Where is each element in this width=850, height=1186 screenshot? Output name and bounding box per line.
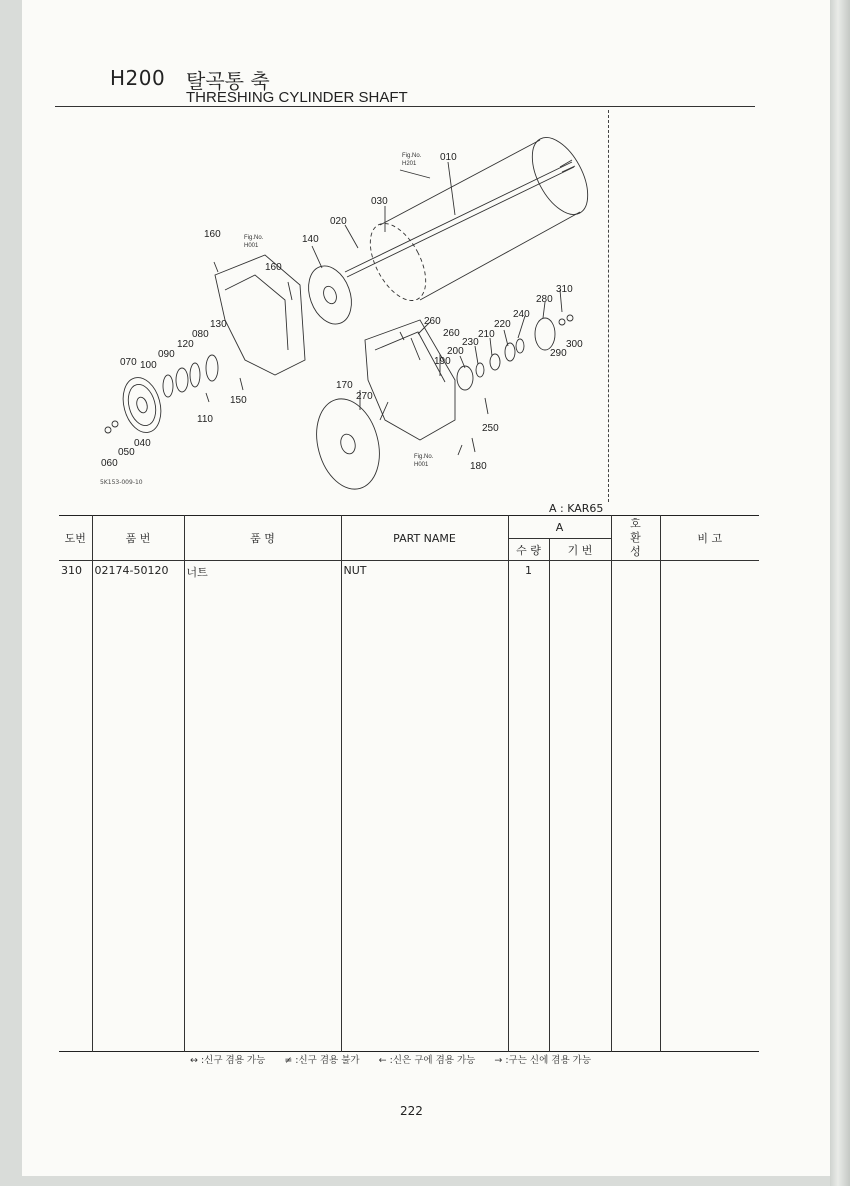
callout-010: 010	[440, 152, 457, 163]
callout-260: 260	[424, 316, 441, 327]
cell-qty: 1	[508, 561, 549, 1052]
cell-interchange	[611, 561, 660, 1052]
col-ref-no: 도번	[59, 516, 92, 561]
callout-250: 250	[482, 423, 499, 434]
callout-100: 100	[140, 360, 157, 371]
callout-070: 070	[120, 357, 137, 368]
col-model-group: A	[508, 516, 611, 539]
fig-ref-h001-number: H001	[244, 243, 259, 249]
callout-240: 240	[513, 309, 530, 320]
callout-230: 230	[462, 337, 479, 348]
col-part-name-en: PART NAME	[341, 516, 508, 561]
cell-ref-no: 310	[59, 561, 92, 1052]
callout-280: 280	[536, 294, 553, 305]
legend-both-ways: ↔ :신구 겸용 가능	[190, 1055, 266, 1066]
legend-new-fits-old: ← :신은 구에 겸용 가능	[378, 1055, 476, 1066]
callout-040: 040	[134, 438, 151, 449]
fig-ref-h201-number: H201	[402, 161, 417, 167]
callout-050: 050	[118, 447, 135, 458]
callout-110: 110	[197, 414, 213, 425]
callout-060: 060	[101, 458, 118, 469]
callout-310: 310	[556, 284, 573, 295]
col-model-no: 기 번	[549, 539, 611, 561]
col-part-no: 품 번	[92, 516, 184, 561]
fig-ref-h201-label: Fig.No.	[402, 153, 422, 159]
callout-210: 210	[478, 329, 495, 340]
fig-ref-h001-b-label: Fig.No.	[414, 454, 434, 460]
callout-140: 140	[302, 234, 319, 245]
callout-160: 160	[204, 229, 221, 240]
callout-170: 170	[336, 380, 353, 391]
callout-300: 300	[566, 339, 583, 350]
cell-remarks	[660, 561, 759, 1052]
callout-290: 290	[550, 348, 567, 359]
cell-name-en: NUT	[341, 561, 508, 1052]
fig-ref-h001-label: Fig.No.	[244, 235, 264, 241]
legend-old-fits-new: → :구는 신에 겸용 가능	[494, 1055, 591, 1066]
callout-030: 030	[371, 196, 388, 207]
section-code: H200	[110, 66, 166, 90]
callout-150: 150	[230, 395, 247, 406]
fig-ref-h001-b-number: H001	[414, 462, 429, 468]
callout-120: 120	[177, 339, 194, 350]
cell-part-no: 02174-50120	[92, 561, 184, 1052]
col-remarks: 비 고	[660, 516, 759, 561]
callout-260-b: 260	[443, 328, 460, 339]
interchange-legend	[190, 1052, 607, 1066]
cell-model-no	[549, 561, 611, 1052]
callout-160-b: 160	[265, 262, 282, 273]
figure-code: 5K153-009-10	[100, 479, 143, 486]
model-legend: A : KAR65	[549, 502, 604, 515]
col-part-name-ko: 품 명	[184, 516, 341, 561]
callout-130: 130	[210, 319, 227, 330]
cell-name-ko: 너트	[184, 561, 341, 1052]
callout-270: 270	[356, 391, 373, 402]
page-title-english: THRESHING CYLINDER SHAFT	[186, 89, 408, 106]
callout-200: 200	[447, 346, 464, 357]
callout-020: 020	[330, 216, 347, 227]
callout-190: 190	[434, 356, 451, 367]
callout-180: 180	[470, 461, 487, 472]
col-interchange: 호 환 성	[611, 516, 660, 561]
callout-090: 090	[158, 349, 175, 360]
legend-not-interchangeable: ≠ :신구 겸용 불가	[284, 1055, 360, 1066]
col-qty: 수 량	[508, 539, 549, 561]
page-number: 222	[400, 1104, 423, 1118]
exploded-parts-diagram	[0, 0, 850, 520]
parts-table	[59, 515, 759, 1052]
callout-080: 080	[192, 329, 209, 340]
table-row	[59, 561, 759, 1052]
callout-220: 220	[494, 319, 511, 330]
page-title-korean: 탈곡통 축	[186, 69, 270, 93]
